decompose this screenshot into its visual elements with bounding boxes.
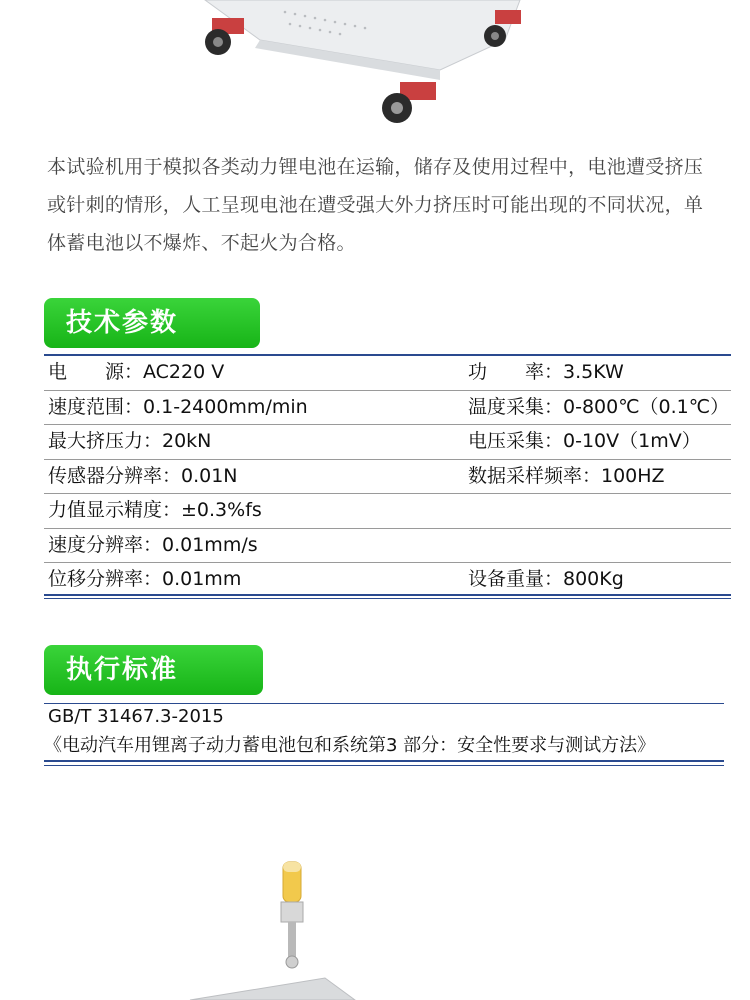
spec-cell: 电 源：AC220 V xyxy=(48,361,225,383)
table-row xyxy=(44,460,731,495)
standards-bottom-rule-thin xyxy=(44,765,724,766)
table-row xyxy=(44,356,731,391)
spec-cell: 速度分辨率：0.01mm/s xyxy=(48,533,258,556)
spec-cell: 数据采样频率：100HZ xyxy=(468,464,665,487)
standard-code: GB/T 31467.3-2015 xyxy=(48,706,224,727)
specs-section-title: 技术参数 xyxy=(44,298,260,348)
standard-title: 《电动汽车用锂离子动力蓄电池包和系统第3 部分：安全性要求与测试方法》 xyxy=(44,735,656,756)
spec-cell: 最大挤压力：20kN xyxy=(48,430,212,452)
spec-cell: 功 率：3.5KW xyxy=(468,361,624,383)
table-row xyxy=(44,425,731,460)
spec-cell: 电压采集：0-10V（1mV） xyxy=(468,430,701,452)
spec-cell: 设备重量：800Kg xyxy=(468,568,624,590)
table-row xyxy=(44,529,731,564)
spec-cell: 温度采集：0-800℃（0.1℃） xyxy=(468,395,730,418)
specs-bottom-rule-thin xyxy=(44,598,731,599)
table-row xyxy=(44,494,731,529)
specs-table xyxy=(44,356,731,597)
standards-section-title: 执行标准 xyxy=(44,645,263,695)
table-row xyxy=(44,563,731,597)
standards-top-rule xyxy=(44,703,724,704)
intro-paragraph: 本试验机用于模拟各类动力锂电池在运输，储存及使用过程中，电池遭受挤压或针刺的情形，人工呈现电池在遭受强大外力挤压时可能出现的不同状况，单体蓄电池以不爆炸、不起火为合格。 xyxy=(47,156,704,254)
spec-cell: 速度范围：0.1-2400mm/min xyxy=(48,395,308,418)
spec-cell: 传感器分辨率：0.01N xyxy=(48,464,238,487)
spec-cell: 力值显示精度：±0.3%fs xyxy=(48,499,262,521)
spec-cell: 位移分辨率：0.01mm xyxy=(48,568,242,590)
machine-photo-top xyxy=(0,0,750,140)
specs-bottom-rule xyxy=(44,594,731,596)
standards-bottom-rule xyxy=(44,760,724,762)
machine-photo-bottom xyxy=(0,850,750,1000)
table-row xyxy=(44,391,731,426)
